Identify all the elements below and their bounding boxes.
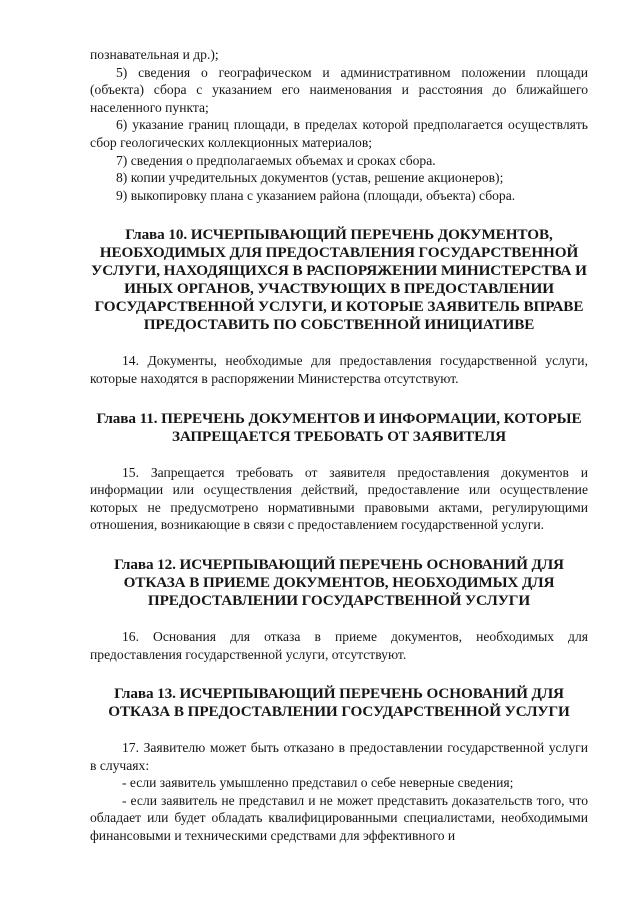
list-item-8: 8) копии учредительных документов (устав, решение акционеров); bbox=[116, 170, 504, 186]
intro-fragment: познавательная и др.); bbox=[90, 47, 219, 62]
chapter-12-heading: Глава 12. ИСЧЕРПЫВАЮЩИЙ ПЕРЕЧЕНЬ ОСНОВАНИЙ ДЛЯ ОТКАЗА В ПРИЕМЕ ДОКУМЕНТОВ, НЕОБХОДИМЫХ ДЛЯ ПРЕДОСТАВЛЕНИИ ГОСУДАРСТВЕННОЙ УСЛУГИ bbox=[114, 555, 564, 609]
chapter-10-heading: Глава 10. ИСЧЕРПЫВАЮЩИЙ ПЕРЕЧЕНЬ ДОКУМЕНТОВ, НЕОБХОДИМЫХ ДЛЯ ПРЕДОСТАВЛЕНИЯ ГОСУДАРСТВЕННОЙ УСЛУГИ, НАХОДЯЩИХСЯ В РАСПОРЯЖЕНИИ МИНИСТЕРСТВА И ИНЫХ ОРГАНОВ, УЧАСТВУЮЩИХ В ПРЕДОСТАВЛЕНИИ ГОСУДАРСТВЕННОЙ УСЛУГИ, И КОТОРЫЕ ЗАЯВИТЕЛЬ ВПРАВЕ ПРЕДОСТАВИТЬ ПО СОБСТВЕННОЙ ИНИЦИАТИВЕ bbox=[91, 226, 587, 334]
list-item-9: 9) выкопировку плана с указанием района (площади, объекта) сбора. bbox=[116, 187, 516, 203]
chapter-13-bullet-2: - если заявитель не представил и не может представить доказательств того, что обладает или будет обладать квалифицированными специалистами, необходимыми финансовыми и техническими средствами для эффективного и bbox=[90, 792, 588, 844]
list-item-5: 5) сведения о географическом и административном положении площади (объекта) сбора с указанием его наименования и расстояния до ближайшего населенного пункта; bbox=[90, 64, 588, 115]
chapter-11-paragraph: 15. Запрещается требовать от заявителя предоставления документов и информации или осуществления действий, предоставление или осуществление которых не предусмотрено нормативными правовыми актами, регулирующими отношения, возникающие в связи с предоставлением государственной услуги. bbox=[90, 464, 588, 533]
list-item-6: 6) указание границ площади, в пределах которой предполагается осуществлять сбор геологических коллекционных материалов; bbox=[90, 117, 588, 150]
chapter-12-paragraph: 16. Основания для отказа в приеме документов, необходимых для предоставления государственной услуги, отсутствуют. bbox=[90, 628, 588, 662]
chapter-13-bullet-1: - если заявитель умышленно представил о себе неверные сведения; bbox=[122, 775, 514, 791]
chapter-10-paragraph: 14. Документы, необходимые для предоставления государственной услуги, которые находятся в распоряжении Министерства отсутствуют. bbox=[90, 353, 588, 386]
chapter-13-heading: Глава 13. ИСЧЕРПЫВАЮЩИЙ ПЕРЕЧЕНЬ ОСНОВАНИЙ ДЛЯ ОТКАЗА В ПРЕДОСТАВЛЕНИИ ГОСУДАРСТВЕННОЙ УСЛУГИ bbox=[108, 685, 570, 721]
chapter-11-heading: Глава 11. ПЕРЕЧЕНЬ ДОКУМЕНТОВ И ИНФОРМАЦИИ, КОТОРЫЕ ЗАПРЕЩАЕТСЯ ТРЕБОВАТЬ ОТ ЗАЯВИТЕЛЯ bbox=[96, 409, 582, 445]
list-item-7: 7) сведения о предполагаемых объемах и сроках сбора. bbox=[116, 152, 436, 168]
chapter-13-paragraph: 17. Заявителю может быть отказано в предоставлении государственной услуги в случаях: bbox=[90, 740, 588, 773]
